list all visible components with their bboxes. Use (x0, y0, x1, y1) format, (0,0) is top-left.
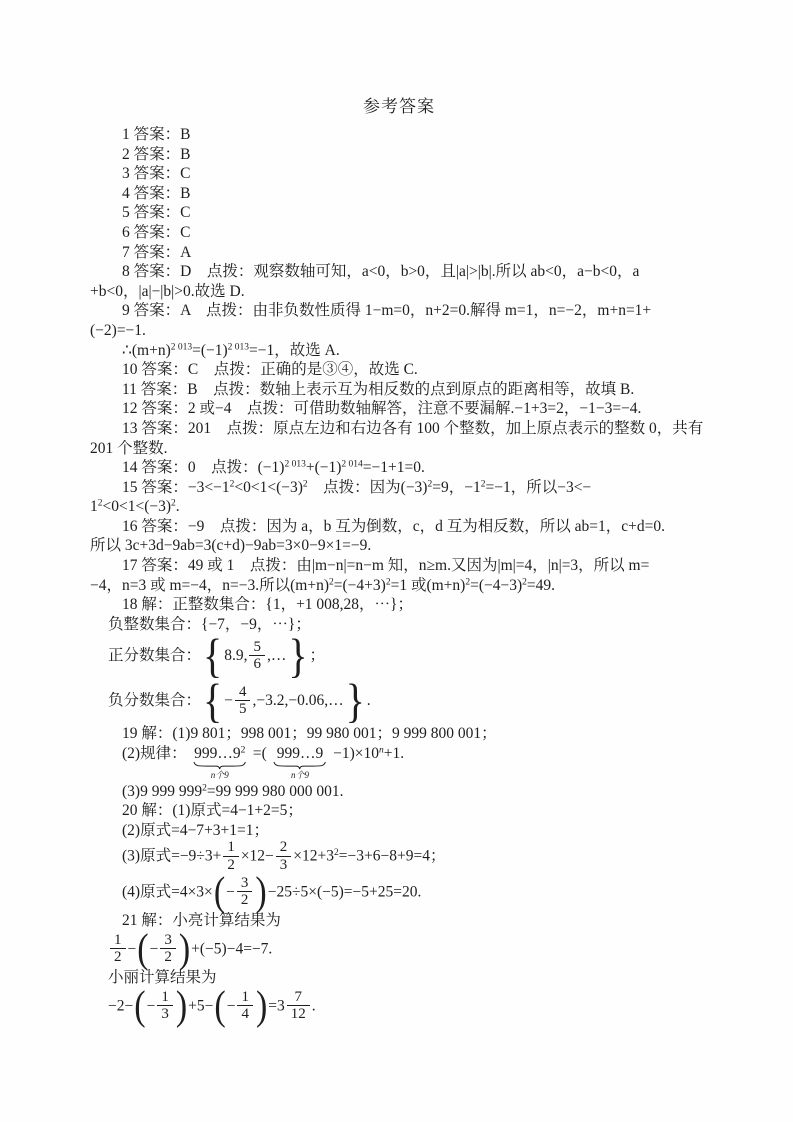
superscript: 2 (202, 783, 207, 794)
math-text: ×12+3 (293, 847, 335, 865)
superscript: 2 014 (341, 459, 363, 470)
fraction: $\frac{3}{2}$ (237, 875, 253, 908)
superscript: 2 013 (284, 459, 306, 470)
math-text: 14 答案：0 点拨：(−1) (122, 459, 285, 477)
big-paren: ) (255, 983, 268, 1029)
math-text: <0<1<(−3) (234, 478, 303, 496)
fraction: $\frac{1}{2}$ (223, 839, 239, 872)
math-text: 5 答案：C (122, 204, 191, 222)
superscript: 2 013 (227, 342, 250, 353)
big-brace: } (288, 629, 308, 683)
math-text: =9，−1 (432, 478, 481, 496)
text-line (90, 223, 708, 243)
text-line (90, 321, 708, 341)
math-text: (4)原式=4×3× (122, 883, 213, 900)
text-line (90, 203, 708, 223)
underbrace-expression: $999\dots 9^2$ n个9 (194, 744, 246, 781)
text-line (90, 724, 708, 744)
superscript: 2 (465, 577, 471, 588)
fraction: $\frac{1}{3}$ (157, 989, 173, 1022)
text-line (90, 840, 708, 873)
big-paren: ( (137, 926, 149, 972)
math-text: − (149, 939, 159, 957)
text-line (90, 983, 708, 1029)
superscript: 2 (329, 577, 334, 588)
math-text: =3 (268, 996, 285, 1014)
math-text: =1 或(m+n) (390, 576, 466, 594)
math-text: =99 999 980 000 001. (206, 782, 344, 800)
math-text: +5− (188, 996, 214, 1014)
math-text: −1)×10 (333, 744, 380, 762)
text-line (90, 360, 708, 380)
math-text: 21 解：小亮计算结果为 (122, 912, 281, 930)
math-text: +b<0，|a|−|b|>0.故选 D. (90, 282, 245, 300)
math-text: 6 答案：C (122, 223, 191, 241)
text-line (90, 341, 708, 361)
math-text: 小丽计算结果为 (108, 969, 217, 987)
math-text: 1 答案：B (122, 126, 191, 143)
text-line (90, 125, 708, 145)
math-text: =−3+6−8+9=4； (338, 847, 446, 865)
text-line (90, 782, 708, 802)
superscript: 2 (427, 479, 433, 490)
math-text: − (224, 692, 233, 710)
fraction: $\frac{1}{2}$ (110, 932, 126, 965)
math-text: . (175, 498, 180, 516)
math-text: 16 答案：−9 点拨：因为 a，b 互为倒数，c，d 互为相反数，所以 ab=1，c+d=0. (122, 517, 665, 535)
superscript: 2 (302, 479, 308, 490)
math-text: 7 答案：A (122, 243, 192, 261)
superscript: n (379, 745, 384, 756)
text-line (90, 478, 708, 498)
math-text: 4 答案：B (122, 184, 191, 202)
math-text: =−1，所以−3<− (485, 478, 592, 496)
math-text: ,… (266, 647, 287, 665)
text-line (90, 301, 708, 321)
math-text: − (226, 996, 236, 1014)
math-text: =( (252, 744, 267, 762)
underbrace-icon (194, 762, 245, 769)
big-paren: ( (214, 983, 226, 1029)
math-text: 8.9, (224, 647, 248, 665)
underbrace-expression: 999…9 n个9 (271, 745, 329, 782)
math-text: ； (309, 647, 326, 665)
math-text: 负分数集合： (108, 692, 202, 710)
big-paren: ( (134, 983, 146, 1029)
math-text: =−1+1=0. (362, 459, 425, 477)
text-line (90, 536, 708, 556)
math-text: +1. (383, 744, 405, 762)
text-line (90, 262, 708, 282)
math-text: 2 答案：B (122, 145, 191, 163)
text-line (90, 576, 708, 596)
math-text: 12 答案：2 或−4 点拨：可借助数轴解答，注意不要漏解.−1+3=2，−1−3=−4. (122, 400, 642, 418)
fraction: $\frac{4}{5}$ (235, 684, 251, 717)
math-text: 8 答案：D 点拨：观察数轴可知，a<0，b>0，且|a|>|b|.所以 ab<0，a−b<0，a (122, 263, 640, 281)
text-line (90, 556, 708, 576)
math-text: 9 答案：A 点拨：由非负数性质得 1−m=0，n+2=0.解得 m=1，n=−2，m+n=1+ (122, 302, 652, 320)
text-line (90, 399, 708, 419)
text-line (90, 419, 708, 439)
math-text: (3)9 999 999 (122, 782, 203, 800)
underbrace-icon (274, 762, 325, 769)
text-line (90, 629, 708, 683)
superscript: 2 (385, 577, 391, 588)
fraction: $\frac{1}{4}$ (237, 989, 253, 1022)
math-text: (−2)=−1. (90, 321, 146, 339)
math-text: 13 答案：201 点拨：原点左边和右边各有 100 个整数，加上原点表示的整数 0，共有 (122, 419, 704, 437)
math-text: 11 答案：B 点拨：数轴上表示互为相反数的点到原点的距离相等，故填 B. (122, 380, 635, 398)
text-line (90, 674, 708, 728)
text-line (90, 458, 708, 478)
fraction: $\frac{2}{3}$ (276, 839, 292, 872)
math-text: 负整数集合：{−7，−9，⋯}； (108, 615, 311, 633)
document-content (90, 92, 708, 1029)
big-paren: ) (178, 926, 191, 972)
text-line (90, 497, 708, 517)
big-paren: ( (213, 869, 226, 915)
text-line (90, 282, 708, 302)
superscript: 2 (97, 498, 103, 509)
text-line (90, 517, 708, 537)
math-text: (2)规律： (122, 744, 187, 762)
math-text: . (366, 692, 371, 710)
math-text: 17 答案：49 或 1 点拨：由|m−n|=n−m 知，n≥m.又因为|m|=4，|n|=3，所以 m= (122, 557, 650, 575)
text-line (90, 243, 708, 263)
text-line (90, 926, 708, 972)
math-text: −4，n=3 或 m=−4，n=−3.所以(m+n) (90, 576, 330, 594)
math-text: −2− (108, 996, 134, 1014)
big-paren: ) (175, 983, 188, 1029)
math-text: − (226, 883, 235, 900)
text-line (90, 439, 708, 459)
text-line (90, 744, 708, 782)
math-text: 201 个整数. (90, 439, 168, 457)
big-brace: } (345, 674, 365, 728)
math-text: 18 解：正整数集合：{1，+1 008,28，⋯}； (122, 596, 413, 614)
math-text: . (311, 996, 316, 1014)
math-text: <0<1<(−3) (102, 498, 172, 516)
math-text: 1 (90, 498, 98, 516)
text-line (90, 595, 708, 615)
math-text: 3 答案：C (122, 165, 191, 183)
text-line (90, 801, 708, 821)
math-text: +(−5)−4=−7. (191, 939, 273, 957)
math-text: −25÷5×(−5)=−5+25=20. (267, 883, 422, 900)
math-text: ,−3.2,−0.06,… (252, 692, 344, 710)
superscript: 2 013 (170, 342, 193, 353)
math-text: +(−1) (305, 459, 342, 477)
text-line (90, 184, 708, 204)
superscript: 2 (480, 479, 486, 490)
math-text: − (127, 939, 137, 957)
superscript: 2 (229, 479, 235, 490)
superscript: 2 (171, 498, 176, 509)
math-text: − (146, 996, 156, 1014)
math-text: 19 解：(1)9 801；998 001；99 980 001；9 999 800 001； (122, 725, 497, 743)
math-text: (2)原式=4−7+3+1=1； (122, 821, 270, 839)
text-line (90, 615, 708, 635)
superscript: 2 (522, 577, 527, 588)
big-paren: ) (255, 869, 267, 915)
math-text: ×12− (240, 847, 274, 865)
text-line (90, 164, 708, 184)
math-text: 10 答案：C 点拨：正确的是③④，故选 C. (122, 361, 418, 379)
math-text: ∴(m+n) (122, 341, 171, 359)
answer-list (90, 125, 708, 1029)
math-text: 所以 3c+3d−9ab=3(c+d)−9ab=3×0−9×1=−9. (90, 537, 372, 555)
math-text: 正分数集合： (108, 647, 202, 665)
math-text: (3)原式=−9÷3+ (122, 847, 222, 865)
math-text: 点拨：因为(−3) (307, 478, 428, 496)
math-text: 20 解：(1)原式=4−1+2=5； (122, 802, 303, 820)
math-text: =(−1) (192, 341, 228, 359)
big-brace: { (203, 674, 223, 728)
page-title: 参考答案 (363, 97, 435, 116)
fraction: $\frac{3}{2}$ (160, 932, 176, 965)
text-line (90, 145, 708, 165)
math-text: =49. (526, 576, 556, 594)
fraction: $\frac{5}{6}$ (249, 639, 265, 672)
superscript: 2 (334, 848, 339, 859)
text-line (90, 821, 708, 841)
math-text: =−1，故选 A. (249, 341, 340, 359)
math-text: =(−4+3) (333, 576, 386, 594)
math-text: =(−4−3) (470, 576, 523, 594)
text-line (90, 380, 708, 400)
big-brace: { (203, 629, 223, 683)
text-line (90, 869, 708, 915)
math-text: 15 答案：−3<−1 (122, 478, 230, 496)
fraction: $\frac{7}{12}$ (287, 989, 310, 1022)
